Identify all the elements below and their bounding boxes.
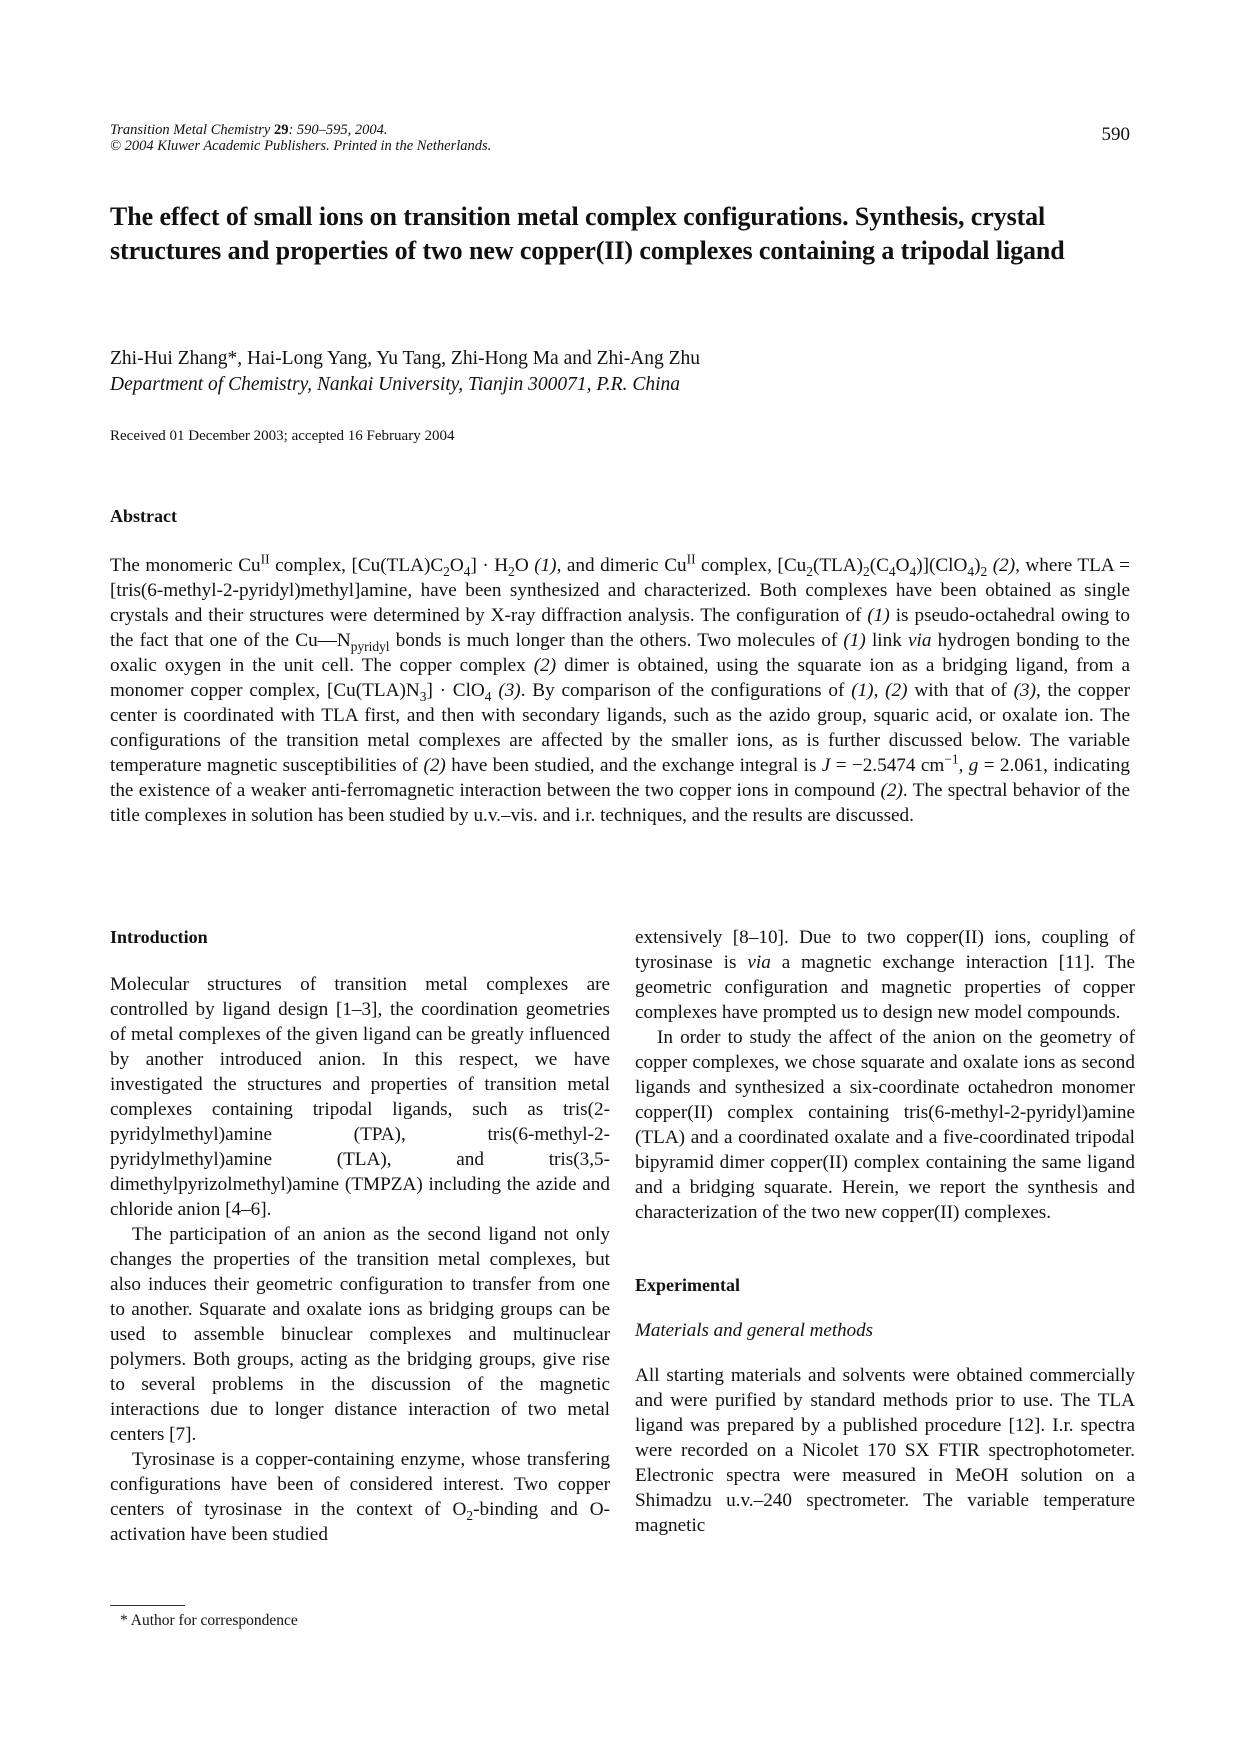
intro-paragraph-1: Molecular structures of transition metal complexes are controlled by ligand design [1–3], the coordination geometries of metal complexes of the given ligand can be greatly influenced by another introduced anion. In this respect, we have investigated the structures and properties of transition metal complexes containing tripodal ligands, such as tris(2-pyridylmethyl)amine (TPA), tris(6-methyl-2-pyridylmethyl)amine (TLA), and tris(3,5-dimethylpyrizolmethyl)amine (TMPZA) including the azide and chloride anion [4–6]. [110,974,610,1220]
affiliation: Department of Chemistry, Nankai University, Tianjin 300071, P.R. China [110,374,681,395]
intro-paragraph-2: The participation of an anion as the second ligand not only changes the properties of the transition metal complexes, but also induces their geometric configuration to transfer from one to another. Squarate and oxalate ions as bridging groups can be used to assemble binuclear complexes and multinuclear polymers. Both groups, acting as the bridging groups, give rise to several problems in the discussion of the magnetic interactions due to longer distance interaction of two metal centers [7]. [110,1224,610,1445]
experimental-paragraph-1: All starting materials and solvents were obtained commercially and were purified by standard methods prior to use. The TLA ligand was prepared by a published procedure [12]. I.r. spectra were recorded on a Nicolet 170 SX FTIR spectrophotometer. Electronic spectra were measured in MeOH solution on a Shimadzu u.v.–240 spectrometer. The variable temperature magnetic [635,1365,1135,1536]
abstract-body: The monomeric $Cu^{II}$ complex, $[Cu(TLA)C_2O_4] \cdot H_2O$ (1), and dimeric $Cu^{II}$ complex, $[Cu_2(TLA)_2(C_4O_4)](ClO_4)_2$ (2), where TLA = [tris(6-methyl-2-pyridyl)methyl]amine, have been synthesized and characterized. Both complexes have been obtained as single crystals and their structures were determined by X-ray diffraction analysis. The configuration of (1) is pseudo-octahedral owing to the fact that one of the $Cu—N_{pyridyl}$ bonds is much longer than the others. Two molecules of (1) link via hydrogen bonding to the oxalic oxygen in the unit cell. The copper complex (2) dimer is obtained, using the squarate ion as a bridging ligand, from a monomer copper complex, $[Cu(TLA)N_3] \cdot ClO_4$ (3). By comparison of the configurations of (1), (2) with that of (3), the copper center is coordinated with TLA first, and then with secondary ligands, such as the azido group, squaric acid, or oxalate ion. The configurations of the transition metal complexes are affected by the smaller ions, as is further discussed below. The variable temperature magnetic susceptibilities of (2) have been studied, and the exchange integral is J = −2.5474 $cm^{-1}$, g = 2.061, indicating the existence of a weaker anti-ferromagnetic interaction between the two copper ions in compound (2). The spectral behavior of the title complexes in solution has been studied by u.v.–vis. and i.r. techniques, and the results are discussed. [110,551,1131,826]
intro-paragraph-5: In order to study the affect of the anion on the geometry of copper complexes, we chose squarate and oxalate ions as second ligands and synthesized a six-coordinate octahedron monomer copper(II) complex containing tris(6-methyl-2-pyridyl)amine (TLA) and a coordinated oxalate and a five-coordinated tripodal bipyramid dimer copper(II) complex containing the same ligand and a bridging squarate. Herein, we report the synthesis and characterization of the two new copper(II) complexes. [635,1027,1135,1223]
intro-paragraph-4: extensively [8–10]. Due to two copper(II) ions, coupling of tyrosinase is via a magnetic exchange interaction [11]. The geometric configuration and magnetic properties of copper complexes have prompted us to design new model compounds. [635,927,1135,1023]
intro-paragraph-3: Tyrosinase is a copper-containing enzyme, whose transfering configurations have been of considered interest. Two copper centers of tyrosinase in the context of $O_2$-binding and O-activation have been studied [110,1449,610,1545]
paper-title: The effect of small ions on transition metal complex configurations. Synthesis, crystal structures and properties of two new copper(II) complexes containing a tripodal ligand [110,202,1065,265]
page-number: 590 [1101,124,1130,145]
introduction-heading: Introduction [110,927,208,947]
journal-citation [110,122,388,138]
journal-volume: 29 [273,122,289,138]
footnote-rule [110,1605,185,1606]
abstract-heading: Abstract [110,506,177,526]
left-column [110,925,610,1547]
experimental-heading: Experimental [635,1275,740,1295]
journal-pages: : 590–595, 2004. [288,122,388,138]
received-dates: Received 01 December 2003; accepted 16 February 2004 [110,428,455,444]
journal-name: Transition Metal Chemistry [110,122,271,138]
right-column [635,925,1135,1538]
copyright-line: © 2004 Kluwer Academic Publishers. Printed in the Netherlands. [110,138,492,154]
author-list: Zhi-Hui Zhang*, Hai-Long Yang, Yu Tang, Zhi-Hong Ma and Zhi-Ang Zhu [110,348,701,369]
materials-subheading: Materials and general methods [635,1320,874,1341]
footnote: * Author for correspondence [120,1612,298,1629]
